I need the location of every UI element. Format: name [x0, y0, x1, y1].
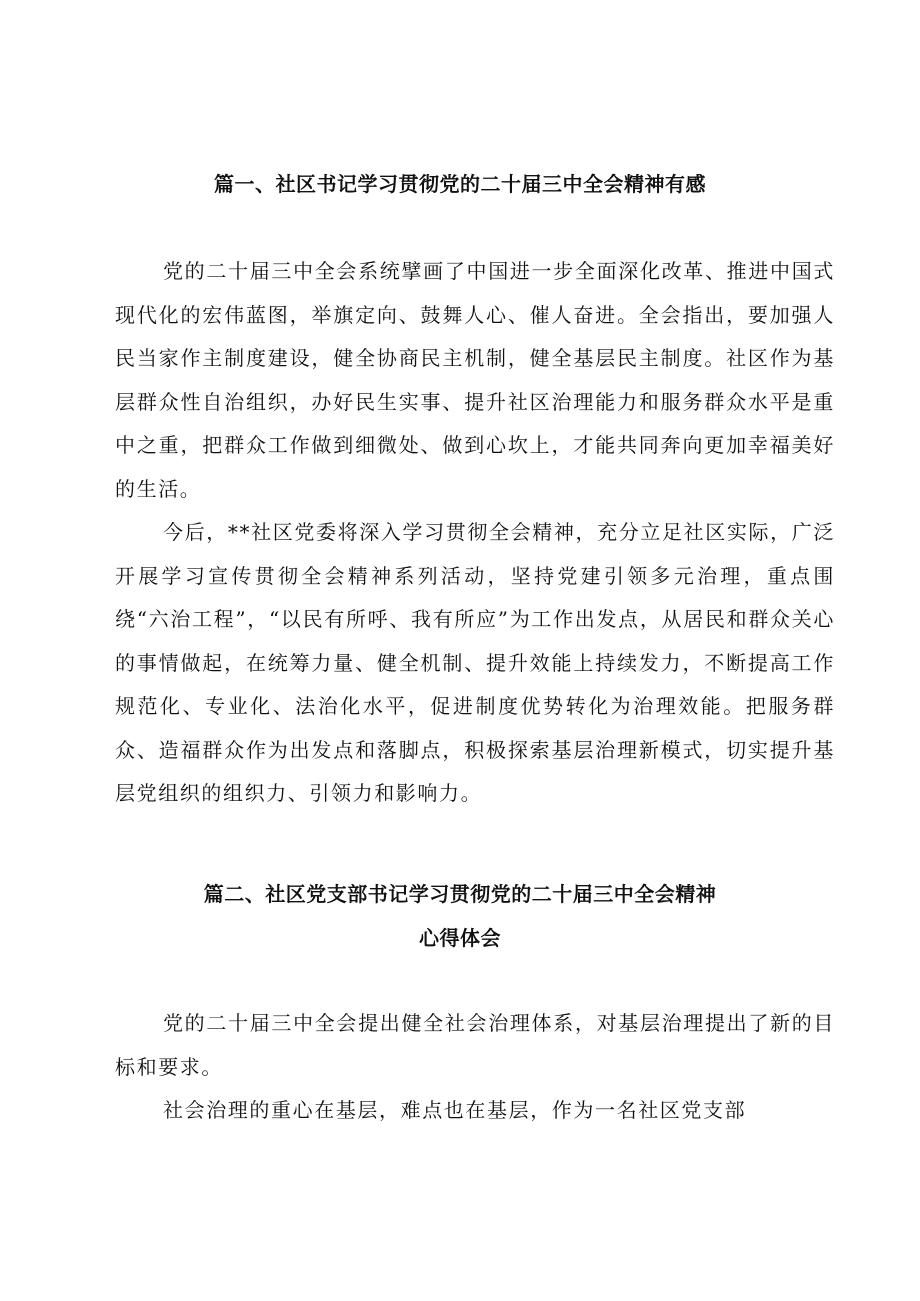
- section-2-title-line-2: 心得体会: [419, 926, 501, 950]
- section-2-paragraph-2: 社会治理的重心在基层，难点也在基层，作为一名社区党支部: [163, 1098, 747, 1122]
- section-1-title-text: 篇一、社区书记学习贯彻党的二十届三中全会精神有感: [214, 172, 706, 196]
- section-2-title: [0, 872, 920, 960]
- section-2-title-line-1: 篇二、社区党支部书记学习贯彻党的二十届三中全会精神: [203, 882, 717, 906]
- section-1-paragraph-1: 党的二十届三中全会系统擘画了中国进一步全面深化改革、推进中国式现代化的宏伟蓝图，举旗定向、鼓舞人心、催人奋进。全会指出，要加强人民当家作主制度建设，健全协商民主机制，健全基层民主制度。社区作为基层群众性自治组织，办好民生实事、提升社区治理能力和服务群众水平是重中之重，把群众工作做到细微处、做到心坎上，才能共同奔向更加幸福美好的生活。: [115, 259, 835, 501]
- section-2-paragraph-1: 党的二十届三中全会提出健全社会治理体系，对基层治理提出了新的目标和要求。: [115, 1011, 835, 1079]
- section-1-title: [0, 168, 920, 197]
- section-1-paragraph-2: 今后，**社区党委将深入学习贯彻全会精神，充分立足社区实际，广泛开展学习宣传贯彻全会精神系列活动，坚持党建引领多元治理，重点围绕“六治工程”，“以民有所呼、我有所应”为工作出发点，从居民和群众关心的事情做起，在统筹力量、健全机制、提升效能上持续发力，不断提高工作规范化、专业化、法治化水平，促进制度优势转化为治理效能。把服务群众、造福群众作为出发点和落脚点，积极探索基层治理新模式，切实提升基层党组织的组织力、引领力和影响力。: [115, 520, 835, 805]
